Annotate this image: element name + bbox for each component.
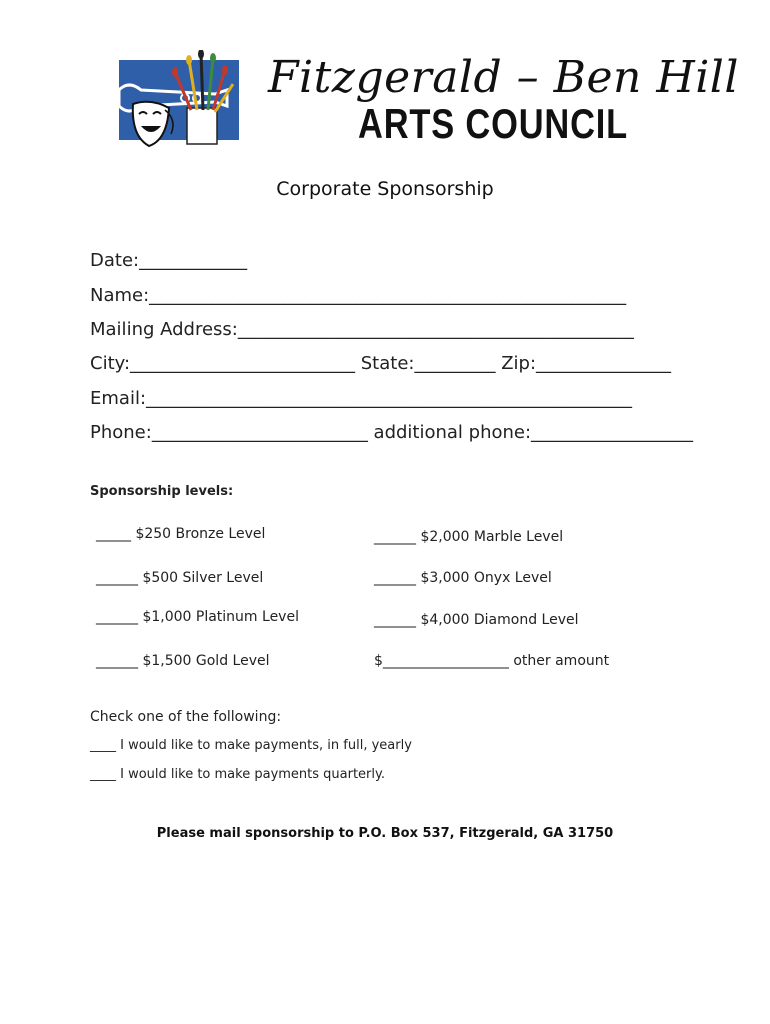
page-title: Corporate Sponsorship xyxy=(276,178,494,200)
level-silver[interactable]: ______ $500 Silver Level xyxy=(96,570,264,586)
mailing-instructions: Please mail sponsorship to P.O. Box 537, Fitzgerald, GA 31750 xyxy=(156,826,614,841)
email-field[interactable]: Email:______________________________________________________ xyxy=(90,388,633,409)
phone-field[interactable]: Phone:________________________ additional phone:__________________ xyxy=(90,422,694,443)
level-platinum[interactable]: ______ $1,000 Platinum Level xyxy=(96,609,299,625)
payment-heading: Check one of the following: xyxy=(90,709,282,725)
logo-artwork-icon xyxy=(115,50,257,154)
level-other-amount[interactable]: $__________________ other amount xyxy=(374,653,610,669)
payment-option-quarterly[interactable]: ____ I would like to make payments quarterly. xyxy=(90,767,385,782)
brand-name-line1: Fitzgerald – Ben Hill xyxy=(268,52,739,103)
date-field[interactable]: Date:____________ xyxy=(90,250,248,271)
city-state-zip-field[interactable]: City:_________________________ State:_________ Zip:_______________ xyxy=(90,353,672,374)
level-marble[interactable]: ______ $2,000 Marble Level xyxy=(374,529,564,545)
arts-council-logo xyxy=(115,50,257,154)
mailing-address-field[interactable]: Mailing Address:____________________________________________ xyxy=(90,319,634,340)
brand-name-line2: ARTS COUNCIL xyxy=(358,100,629,147)
name-field[interactable]: Name:_____________________________________________________ xyxy=(90,285,627,306)
payment-option-yearly[interactable]: ____ I would like to make payments, in full, yearly xyxy=(90,738,412,753)
level-onyx[interactable]: ______ $3,000 Onyx Level xyxy=(374,570,552,586)
level-bronze[interactable]: _____ $250 Bronze Level xyxy=(96,526,266,542)
sponsorship-levels-heading: Sponsorship levels: xyxy=(90,484,234,499)
level-diamond[interactable]: ______ $4,000 Diamond Level xyxy=(374,612,579,628)
level-gold[interactable]: ______ $1,500 Gold Level xyxy=(96,653,270,669)
